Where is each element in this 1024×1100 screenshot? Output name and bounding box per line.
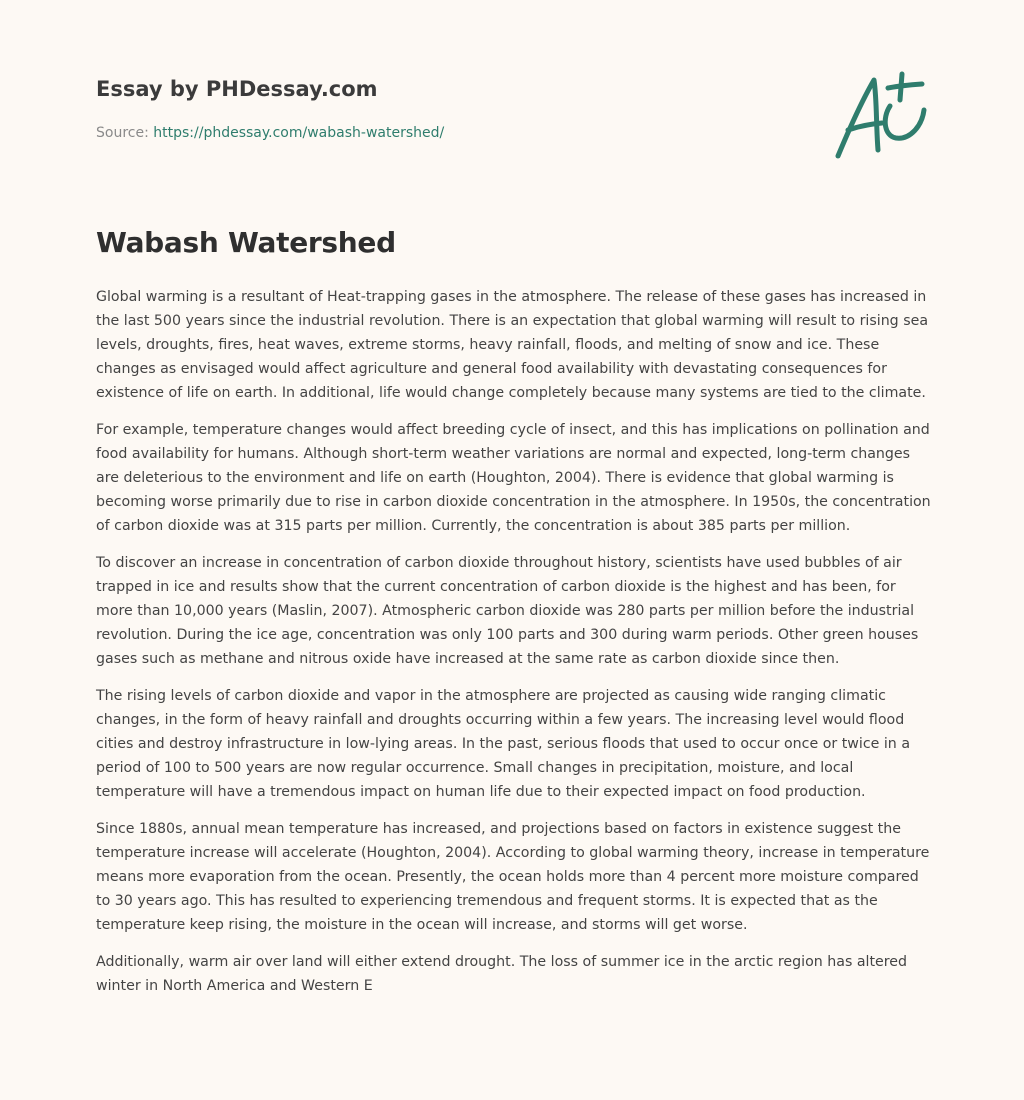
- a-plus-logo-icon: [830, 70, 930, 162]
- source-line: [96, 125, 444, 141]
- source-label: Source:: [96, 125, 154, 141]
- essay-body: [96, 285, 932, 1011]
- essay-title: Wabash Watershed: [96, 226, 396, 259]
- essay-paragraph: To discover an increase in concentration of carbon dioxide throughout history, scientists have used bubbles of air trapped in ice and results show that the current concentration of carbon dioxide is the highest and has been, for more than 10,000 years (Maslin, 2007). Atmospheric carbon dioxide was 280 parts per million before the industrial revolution. During the ice age, concentration was only 100 parts and 300 during warm periods. Other green houses gases such as methane and nitrous oxide have increased at the same rate as carbon dioxide since then.: [96, 555, 919, 667]
- essay-paragraph: For example, temperature changes would affect breeding cycle of insect, and this has implications on pollination and food availability for humans. Although short-term weather variations are normal and expected, long-term changes are deleterious to the environment and life on earth (Houghton, 2004). There is evidence that global warming is becoming worse primarily due to rise in carbon dioxide concentration in the atmosphere. In 1950s, the concentration of carbon dioxide was at 315 parts per million. Currently, the concentration is about 385 parts per million.: [96, 422, 931, 534]
- essay-paragraph: Since 1880s, annual mean temperature has increased, and projections based on factors in existence suggest the temperature increase will accelerate (Houghton, 2004). According to global warming theory, increase in temperature means more evaporation from the ocean. Presently, the ocean holds more than 4 percent more moisture compared to 30 years ago. This has resulted to experiencing tremendous and frequent storms. It is expected that as the temperature keep rising, the moisture in the ocean will increase, and storms will get worse.: [96, 821, 930, 933]
- brand-title: Essay by PHDessay.com: [96, 77, 378, 101]
- essay-paragraph: The rising levels of carbon dioxide and vapor in the atmosphere are projected as causing wide ranging climatic changes, in the form of heavy rainfall and droughts occurring within a few years. The increasing level would flood cities and destroy infrastructure in low-lying areas. In the past, serious floods that used to occur once or twice in a period of 100 to 500 years are now regular occurrence. Small changes in precipitation, moisture, and local temperature will have a tremendous impact on human life due to their expected impact on food production.: [96, 688, 911, 800]
- source-link[interactable]: https://phdessay.com/wabash-watershed/: [153, 125, 445, 141]
- essay-paragraph: Global warming is a resultant of Heat-trapping gases in the atmosphere. The release of these gases has increased in the last 500 years since the industrial revolution. There is an expectation that global warming will result to rising sea levels, droughts, fires, heat waves, extreme storms, heavy rainfall, floods, and melting of snow and ice. These changes as envisaged would affect agriculture and general food availability with devastating consequences for existence of life on earth. In additional, life would change completely because many systems are tied to the climate.: [96, 289, 929, 401]
- page-header: [96, 72, 936, 182]
- essay-paragraph: Additionally, warm air over land will either extend drought. The loss of summer ice in the arctic region has altered winter in North America and Western E: [96, 954, 908, 994]
